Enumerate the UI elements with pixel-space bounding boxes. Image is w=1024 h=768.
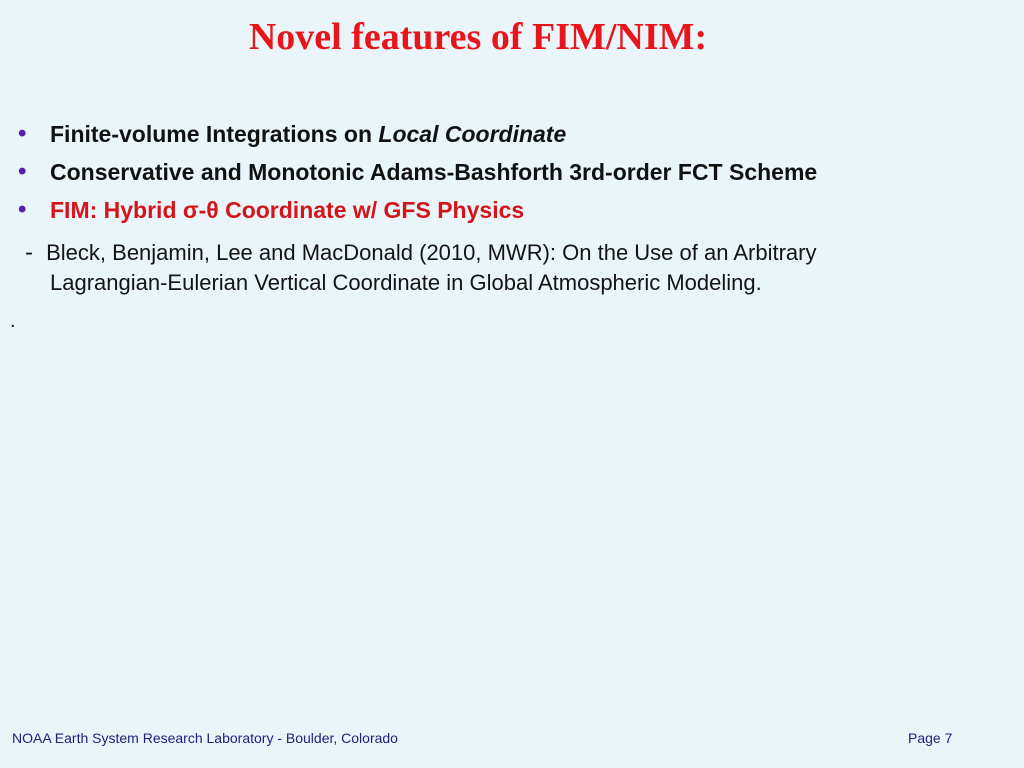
reference-line-1 [18,238,978,268]
slide-title: Novel features of FIM/NIM: [248,16,708,58]
reference-line-1-text: Bleck, Benjamin, Lee and MacDonald (2010, MWR): On the Use of an Arbitrary [46,240,817,265]
bullet-item [18,116,817,154]
bullet-list [18,116,817,230]
bullet-text-italic: Local Coordinate [378,121,567,147]
bullet-item [18,154,817,192]
bullet-text: FIM: Hybrid σ-θ Coordinate w/ GFS Physics [50,197,525,223]
bullet-marker: • [18,158,27,185]
reference-line-2: Lagrangian-Eulerian Vertical Coordinate in Global Atmospheric Modeling. [50,270,762,295]
bullet-marker: • [18,120,27,147]
bullet-text-plain: Finite-volume Integrations on [50,121,379,147]
trailing-mark: . [10,310,16,332]
bullet-item [18,192,817,230]
bullet-text [50,121,566,147]
bullet-text: Conservative and Monotonic Adams-Bashforth 3rd-order FCT Scheme [50,159,818,185]
bullet-marker: • [18,196,27,223]
reference-dash: - [25,239,33,266]
reference-citation [18,238,978,298]
footer-page-number: Page 7 [908,730,953,746]
footer-organization: NOAA Earth System Research Laboratory - Boulder, Colorado [12,730,398,746]
